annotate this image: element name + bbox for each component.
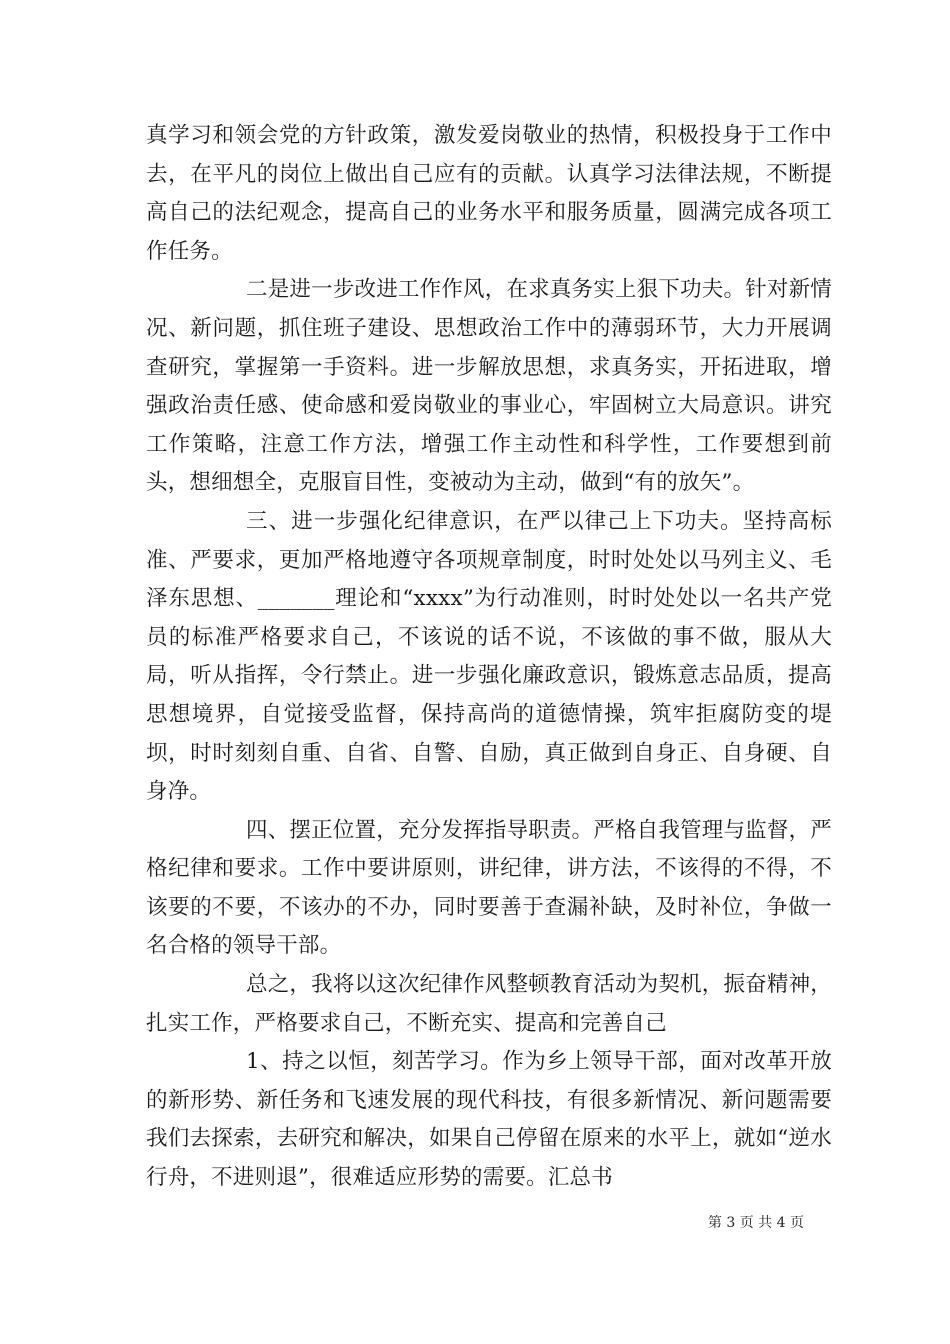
paragraph-4: 四、摆正位置，充分发挥指导职责。严格自我管理与监督，严格纪律和要求。工作中要讲原则，讲纪律，讲方法，不该得的不得，不该要的不要，不该办的不办，同时要善于查漏补缺，及时补位，争做一名合格的领导干部。: [146, 817, 832, 959]
paragraph-6: 1、持之以恒，刻苦学习。作为乡上领导干部，面对改革开放的新形势、新任务和飞速发展的现代科技，有很多新情况、新问题需要我们去探索，去研究和解决，如果自己停留在原来的水平上，就如“逆水行舟，不进则退”，很难适应形势的需要。汇总书: [146, 1049, 832, 1191]
page-number-footer: 第 3 页 共 4 页: [707, 1215, 804, 1231]
paragraph-1: 真学习和领会党的方针政策，激发爱岗敬业的热情，积极投身于工作中去，在平凡的岗位上做出自己应有的贡献。认真学习法律法规，不断提高自己的法纪观念，提高自己的业务水平和服务质量，圆满完成各项工作任务。: [146, 123, 832, 264]
paragraph-5: 总之，我将以这次纪律作风整顿教育活动为契机，振奋精神，扎实工作，严格要求自己，不断充实、提高和完善自己: [146, 972, 832, 1036]
paragraph-3: 三、进一步强化纪律意识，在严以律己上下功夫。坚持高标准、严要求，更加严格地遵守各项规章制度，时时处处以马列主义、毛泽东思想、_______理论和“xxxx”为行动准则，时时处处以一名共产党员的标准严格要求自己，不该说的话不说，不该做的事不做，服从大局，听从指挥，令行禁止。进一步强化廉政意识，锻炼意志品质，提高思想境界，自觉接受监督，保持高尚的道德情操，筑牢拒腐防变的堤坝，时时刻刻自重、自省、自警、自励，真正做到自身正、自身硬、自身净。: [146, 508, 832, 805]
paragraph-2: 二是进一步改进工作作风，在求真务实上狠下功夫。针对新情况、新问题，抓住班子建设、思想政治工作中的薄弱环节，大力开展调查研究，掌握第一手资料。进一步解放思想，求真务实，开拓进取，增强政治责任感、使命感和爱岗敬业的事业心，牢固树立大局意识。讲究工作策略，注意工作方法，增强工作主动性和科学性，工作要想到前头，想细想全，克服盲目性，变被动为主动，做到“有的放矢”。: [146, 277, 832, 496]
document-body: [146, 117, 832, 1198]
